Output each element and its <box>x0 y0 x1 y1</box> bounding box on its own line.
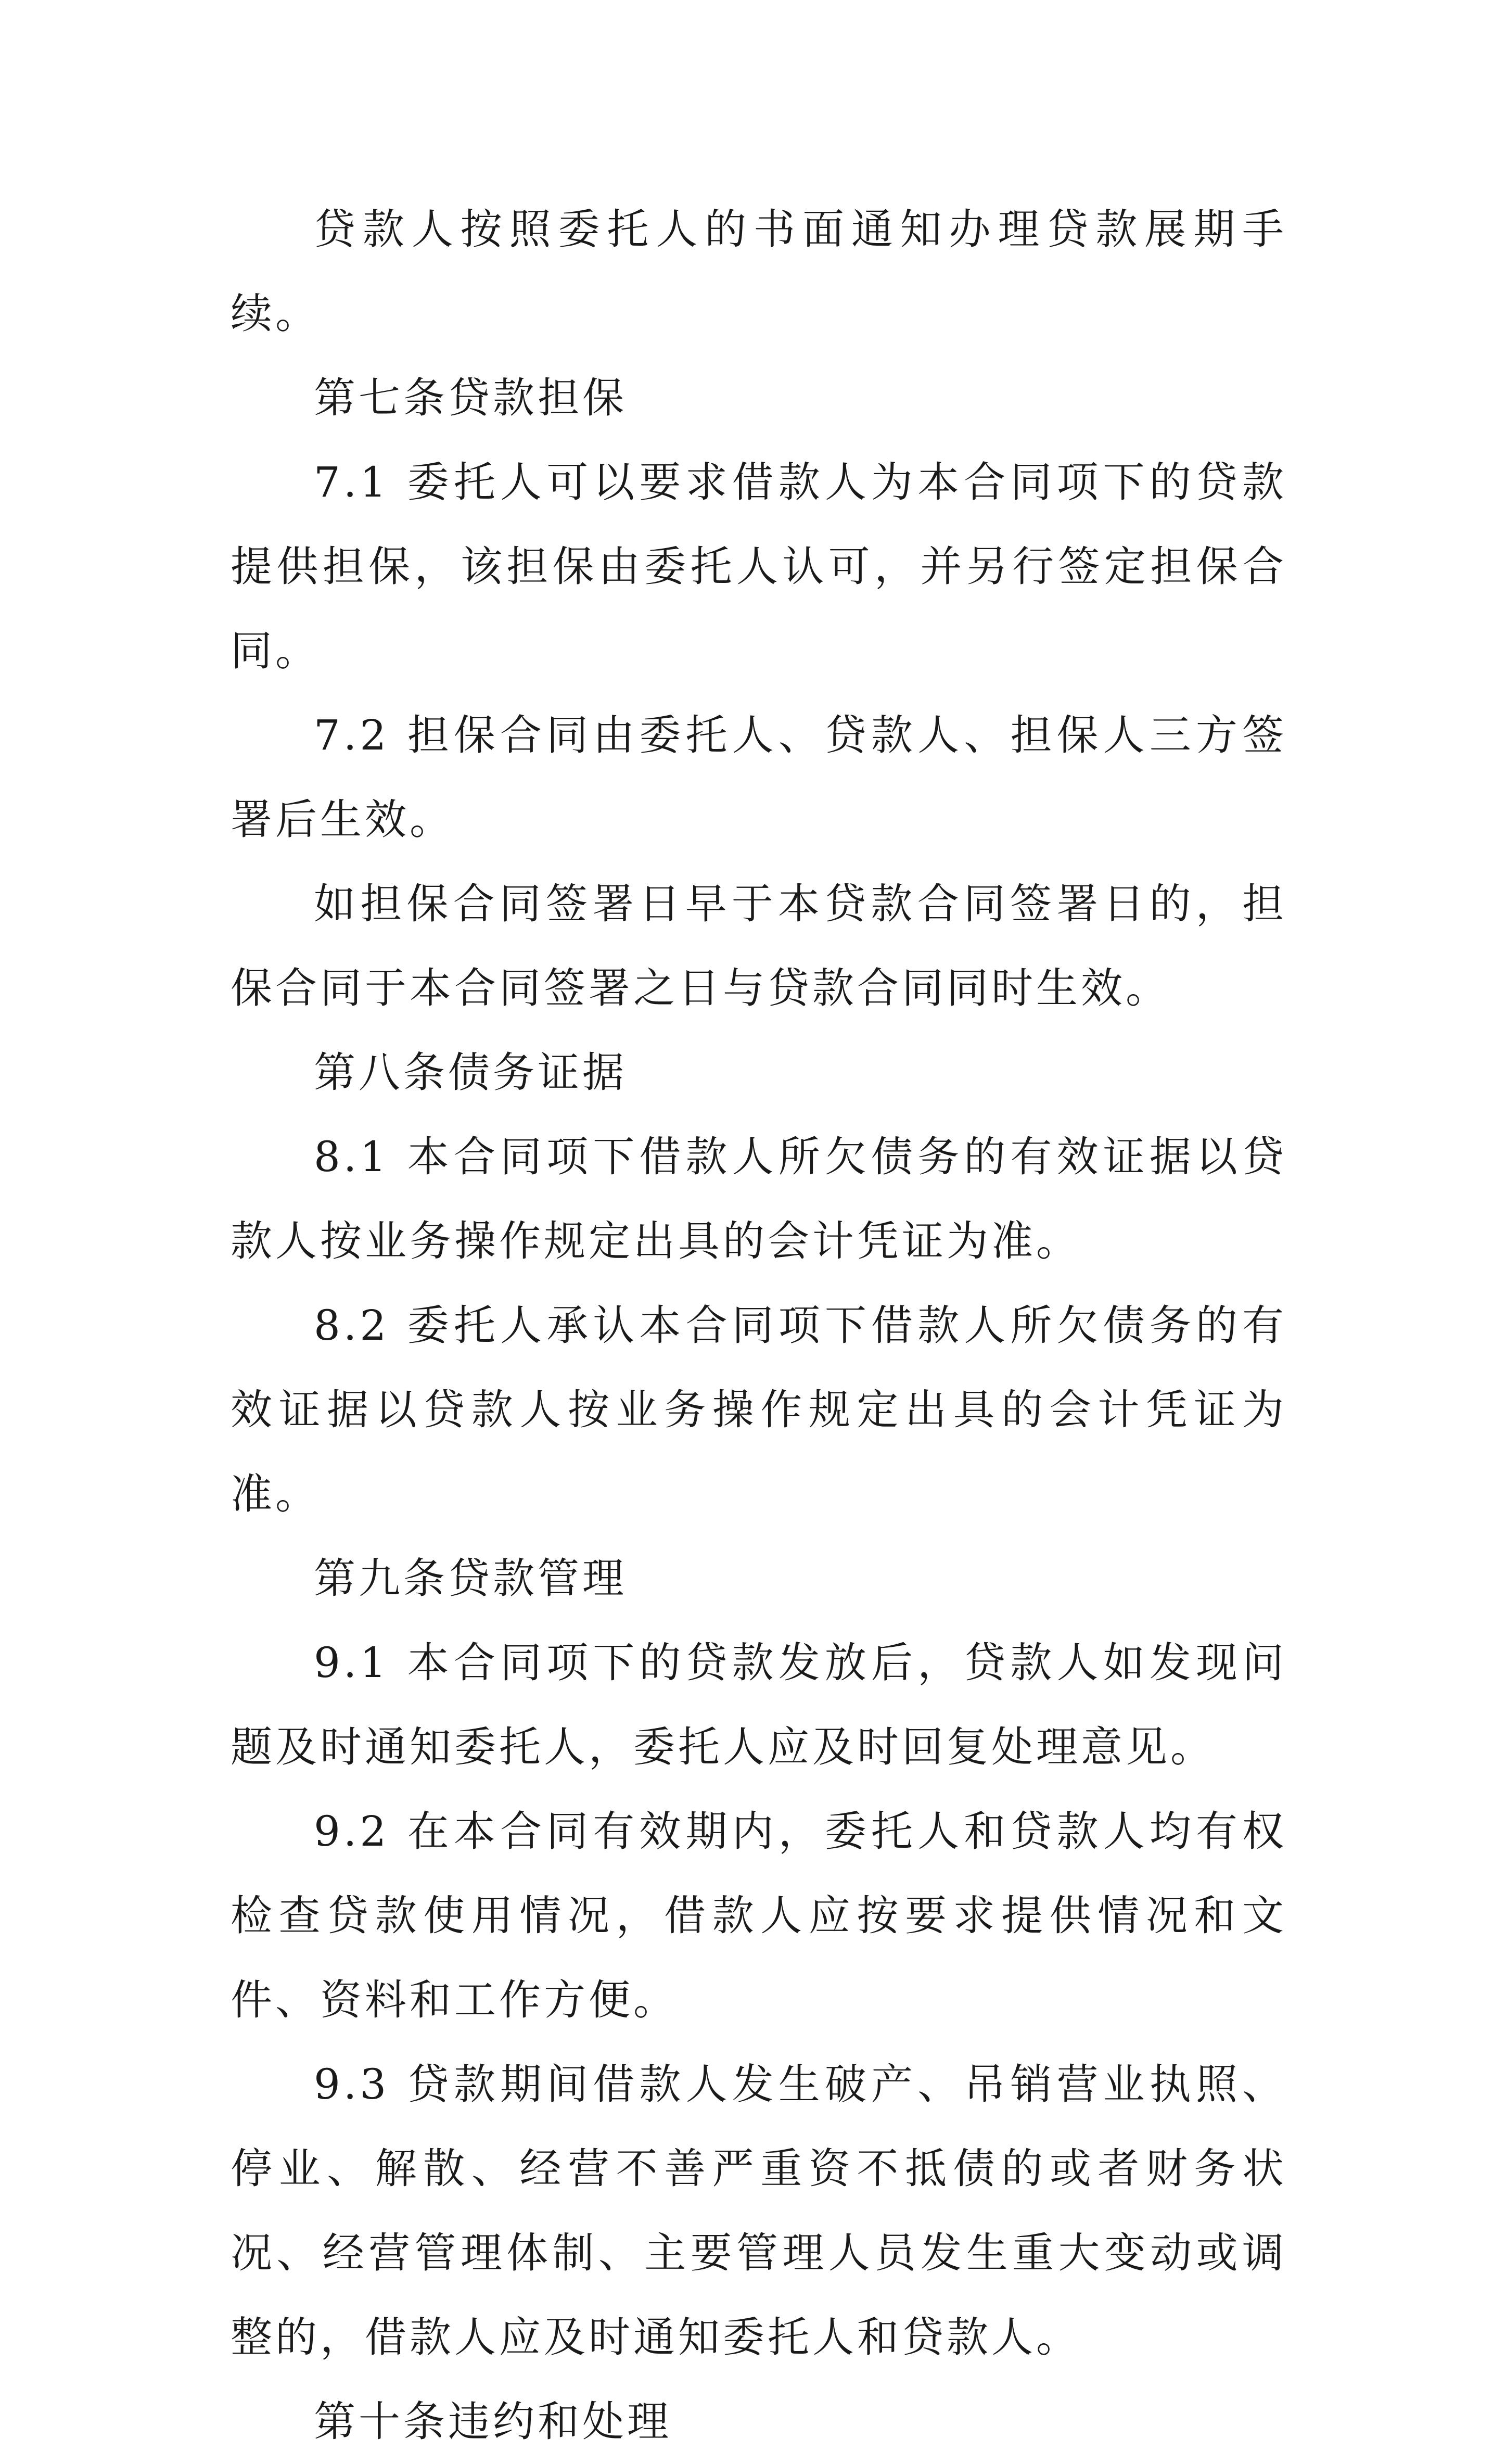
paragraph-8-1: 8.1 本合同项下借款人所欠债务的有效证据以贷款人按业务操作规定出具的会计凭证为准。 <box>231 1133 1287 1265</box>
paragraph-9-3: 9.3 贷款期间借款人发生破产、吊销营业执照、停业、解散、经营不善严重资不抵债的或者财务状况、经营管理体制、主要管理人员发生重大变动或调整的，借款人应及时通知委托人和贷款人。 <box>231 2060 1287 2361</box>
heading-article-8: 第八条债务证据 <box>314 1048 627 1097</box>
heading-article-7: 第七条贷款担保 <box>314 374 627 422</box>
paragraph-extension-procedure: 贷款人按照委托人的书面通知办理贷款展期手续。 <box>231 205 1287 338</box>
paragraph-9-2: 9.2 在本合同有效期内，委托人和贷款人均有权检查贷款使用情况，借款人应按要求提供情况和文件、资料和工作方便。 <box>231 1807 1287 2024</box>
paragraph-9-1: 9.1 本合同项下的贷款发放后，贷款人如发现问题及时通知委托人，委托人应及时回复处理意见。 <box>231 1639 1287 1771</box>
paragraph-8-2: 8.2 委托人承认本合同项下借款人所欠债务的有效证据以贷款人按业务操作规定出具的会计凭证为准。 <box>231 1301 1287 1518</box>
paragraph-7-2: 7.2 担保合同由委托人、贷款人、担保人三方签署后生效。 <box>231 711 1287 844</box>
heading-article-10: 第十条违约和处理 <box>314 2397 672 2446</box>
paragraph-guarantee-effective: 如担保合同签署日早于本贷款合同签署日的，担保合同于本合同签署之日与贷款合同同时生效。 <box>231 880 1287 1012</box>
paragraph-7-1: 7.1 委托人可以要求借款人为本合同项下的贷款提供担保，该担保由委托人认可，并另行签定担保合同。 <box>231 458 1287 675</box>
document-body <box>231 187 1287 2464</box>
heading-article-9: 第九条贷款管理 <box>314 1554 627 1603</box>
